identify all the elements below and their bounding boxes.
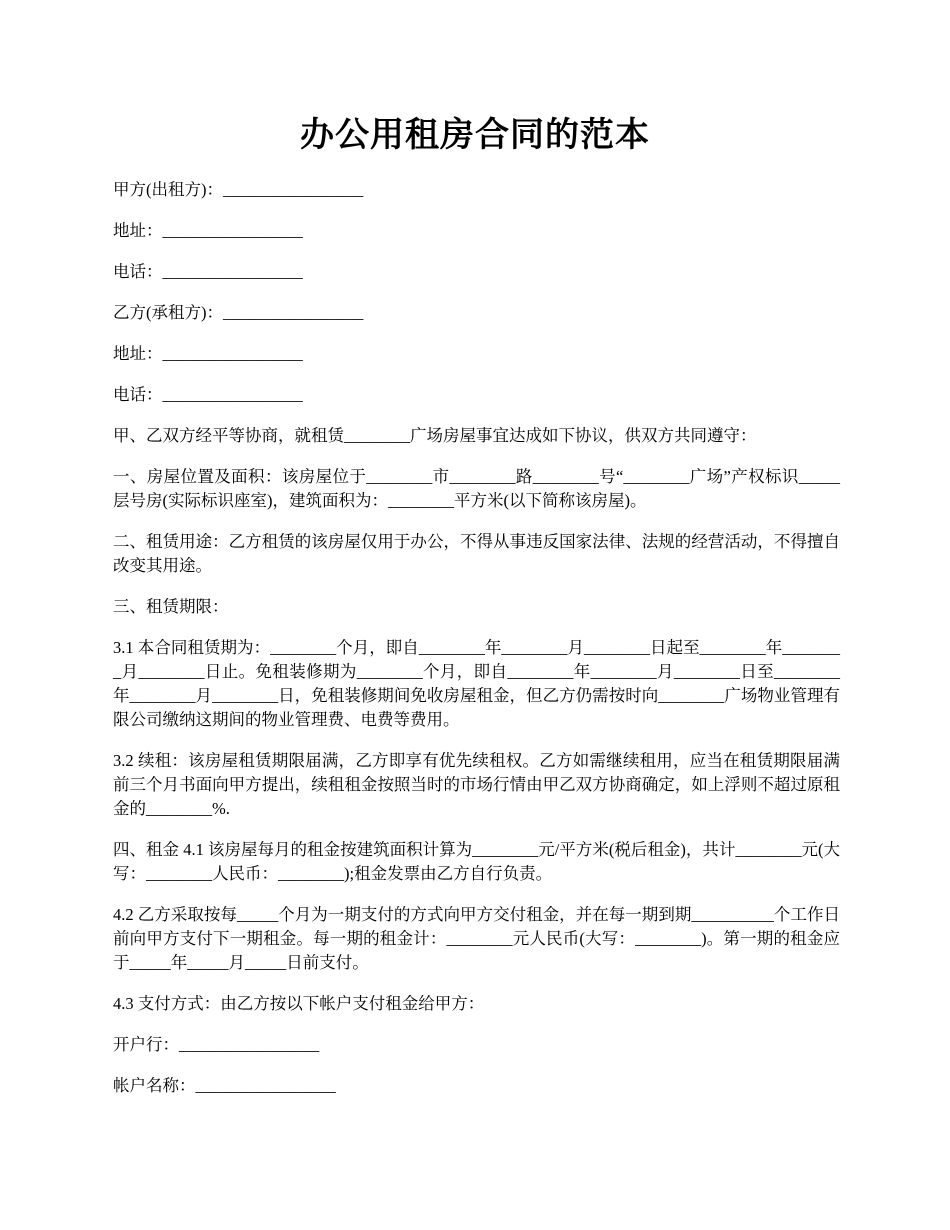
- document-title: 办公用租房合同的范本: [300, 115, 650, 155]
- clause-usage: 二、租赁用途：乙方租赁的该房屋仅用于办公，不得从事违反国家法律、法规的经营活动，不得擅自改变其用途。: [113, 532, 840, 575]
- clause-3-1: 3.1 本合同租赁期为：________个月，即自________年________月________日起至________年________月________日止。免租装修期为________个月，即自________年________月________日至________年________月________日，免租装修期间免收房屋租金，但乙方仍需按时向________广场物业管理有限公司缴纳这期间的物业管理费、电费等费用。: [113, 638, 840, 729]
- bank-line: 开户行：_________________: [113, 1035, 320, 1054]
- lessee-line: 乙方(承租方)：_________________: [113, 303, 364, 322]
- clause-3-2: 3.2 续租：该房屋租赁期限届满，乙方即享有优先续租权。乙方如需继续租用，应当在租赁期限届满前三个月书面向甲方提出，续租租金按照当时的市场行情由甲乙双方协商确定，如上浮则不超过原租金的________%.: [113, 751, 840, 818]
- lessee-address-line: 地址：_________________: [113, 344, 303, 363]
- clause-4-1: 四、租金 4.1 该房屋每月的租金按建筑面积计算为________元/平方米(税后租金)，共计________元(大写：________人民币：________);租金发票由乙方自行负责。: [113, 840, 840, 883]
- lessor-line: 甲方(出租方)：_________________: [113, 180, 364, 199]
- clause-4-2: 4.2 乙方采取按每_____个月为一期支付的方式向甲方交付租金，并在每一期到期__________个工作日前向甲方支付下一期租金。每一期的租金计：________元人民币(大写：________)。第一期的租金应于_____年_____月_____日前支付。: [113, 905, 840, 972]
- clause-4-3: 4.3 支付方式：由乙方按以下帐户支付租金给甲方：: [113, 994, 485, 1013]
- agreement-intro: 甲、乙双方经平等协商，就租赁________广场房屋事宜达成如下协议，供双方共同遵守：: [113, 426, 757, 445]
- document-body: [113, 178, 840, 1115]
- lessee-phone-line: 电话：_________________: [113, 385, 303, 404]
- clause-term-heading: 三、租赁期限：: [113, 597, 229, 616]
- clause-location-area: 一、房屋位置及面积：该房屋位于________市________路________号“________广场”产权标识_____层号房(实际标识座室)，建筑面积为：________平方米(以下简称该房屋)。: [113, 467, 840, 510]
- lessor-address-line: 地址：_________________: [113, 221, 303, 240]
- account-name-line: 帐户名称：_________________: [113, 1076, 336, 1095]
- lessor-phone-line: 电话：_________________: [113, 262, 303, 281]
